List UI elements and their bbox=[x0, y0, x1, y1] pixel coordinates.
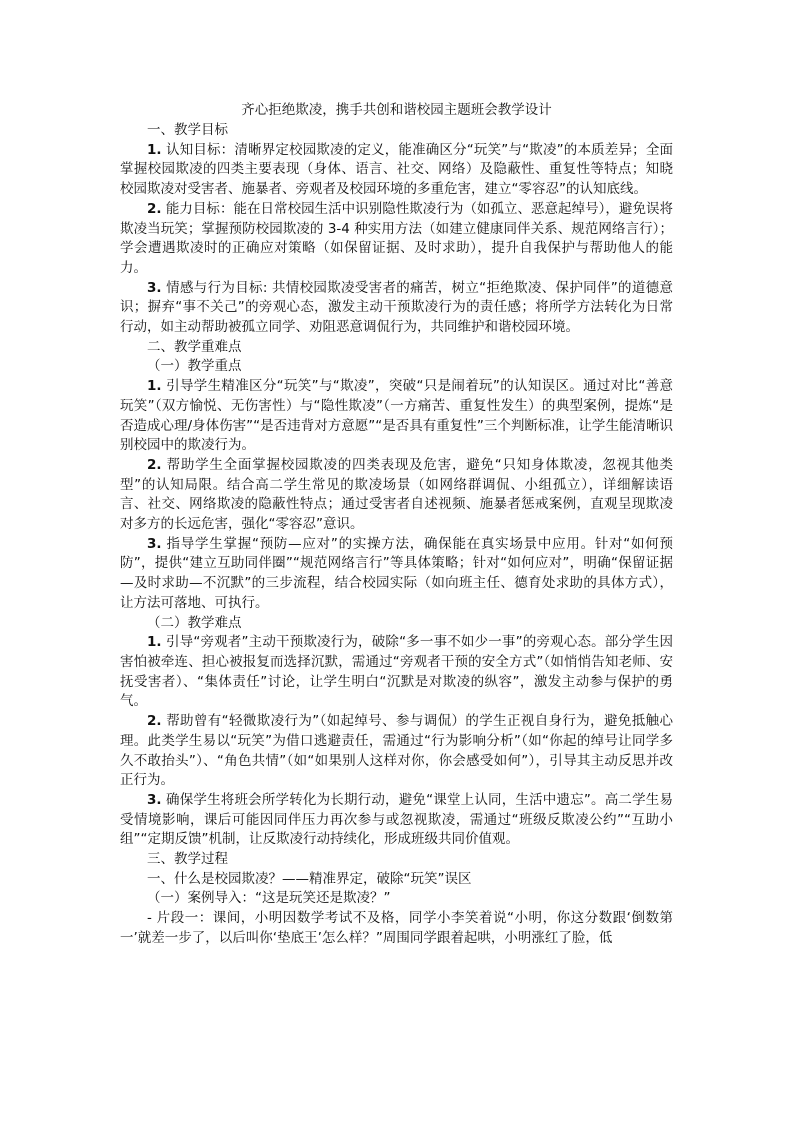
document-page bbox=[120, 100, 673, 949]
document-title: 齐心拒绝欺凌，携手共创和谐校园主题班会教学设计 bbox=[241, 102, 552, 118]
goal-ability-paragraph bbox=[120, 200, 673, 279]
subsection-heading-key-points: （一）教学重点 bbox=[147, 358, 242, 375]
paragraph-text: 帮助学生全面掌握校园欺凌的四类表现及危害，避免“只知身体欺凌，忽视其他类型”的认知局限。结合高二学生常见的欺凌场景（如网络群调侃、小组孤立），详细解读语言、社交、网络欺凌的隐蔽性特点；通过受害者自述视频、施暴者惩戒案例，直观呈现欺凌对多方的长远危害，强化“零容忍”意识。 bbox=[120, 456, 673, 533]
list-number: 3. bbox=[147, 279, 162, 296]
list-number: 2. bbox=[147, 456, 162, 473]
section-heading-key-difficult-points: 二、教学重难点 bbox=[147, 338, 242, 355]
list-number: 1. bbox=[147, 634, 162, 651]
section-heading-teaching-process: 三、教学过程 bbox=[147, 851, 228, 868]
case-clip-paragraph: - 片段一：课间，小明因数学考试不及格，同学小李笑着说“小明，你这分数跟‘倒数第一’就差一步了，以后叫你‘垫底王’怎么样？”周围同学跟着起哄，小明涨红了脸，低 bbox=[120, 910, 673, 946]
list-number: 3. bbox=[147, 535, 162, 552]
list-number: 2. bbox=[147, 200, 162, 217]
list-number: 1. bbox=[147, 378, 162, 395]
paragraph-text: 能力目标：能在日常校园生活中识别隐性欺凌行为（如孤立、恶意起绰号），避免误将欺凌当玩笑；掌握预防校园欺凌的 3-4 种实用方法（如建立健康同伴关系、规范网络言行）；学会遭遇欺凌时的正确应对策略（如保留证据、及时求助），提升自我保护与帮助他人的能力。 bbox=[120, 200, 673, 276]
process-step-heading: 一、什么是校园欺凌？——精准界定，破除“玩笑”误区 bbox=[147, 870, 472, 887]
paragraph-text: 认知目标：清晰界定校园欺凌的定义，能准确区分“玩笑”与“欺凌”的本质差异；全面掌握校园欺凌的四类主要表现（身体、语言、社交、网络）及隐蔽性、重复性等特点；知晓校园欺凌对受害者、施暴者、旁观者及校园环境的多重危害，建立“零容忍”的认知底线。 bbox=[120, 141, 673, 198]
key-point-paragraph bbox=[120, 377, 673, 456]
paragraph-text: 引导“旁观者”主动干预欺凌行为，破除“多一事不如少一事”的旁观心态。部分学生因害怕被牵连、担心被报复而选择沉默，需通过“旁观者干预的安全方式”（如悄悄告知老师、安抚受害者）、“集体责任”讨论，让学生明白“沉默是对欺凌的纵容”，激发主动参与保护的勇气。 bbox=[120, 634, 673, 710]
difficult-point-paragraph bbox=[120, 712, 673, 791]
key-point-paragraph bbox=[120, 535, 673, 614]
section-heading-teaching-goals: 一、教学目标 bbox=[147, 122, 228, 138]
difficult-point-paragraph bbox=[120, 791, 673, 850]
difficult-point-paragraph bbox=[120, 633, 673, 712]
paragraph-text: 指导学生掌握“预防—应对”的实操方法，确保能在真实场景中应用。针对“如何预防”，提供“建立互助同伴圈”“规范网络言行”等具体策略；针对“如何应对”，明确“保留证据—及时求助—不沉默”的三步流程，结合校园实际（如向班主任、德育处求助的具体方式），让方法可落地、可执行。 bbox=[120, 535, 673, 611]
list-number: 3. bbox=[147, 791, 162, 808]
goal-cognitive-paragraph bbox=[120, 141, 673, 200]
goal-emotion-paragraph bbox=[120, 279, 673, 338]
list-number: 2. bbox=[147, 713, 162, 730]
paragraph-text: 帮助曾有“轻微欺凌行为”（如起绰号、参与调侃）的学生正视自身行为，避免抵触心理。此类学生易以“玩笑”为借口逃避责任，需通过“行为影响分析”（如“你起的绰号让同学多久不敢抬头”）、“角色共情”（如“如果别人这样对你，你会感受如何”），引导其主动反思并改正行为。 bbox=[120, 713, 673, 789]
paragraph-text: 确保学生将班会所学转化为长期行动，避免“课堂上认同，生活中遗忘”。高二学生易受情境影响，课后可能因同伴压力再次参与或忽视欺凌，需通过“班级反欺凌公约”“互助小组”“定期反馈”机制，让反欺凌行动持续化，形成班级共同价值观。 bbox=[120, 791, 673, 848]
subsection-heading-difficult-points: （二）教学难点 bbox=[147, 614, 242, 631]
case-intro-heading: （一）案例导入：“这是玩笑还是欺凌？” bbox=[147, 890, 391, 907]
key-point-paragraph bbox=[120, 456, 673, 535]
list-number: 1. bbox=[147, 141, 162, 158]
paragraph-text: 情感与行为目标: 共情校园欺凌受害者的痛苦，树立“拒绝欺凌、保护同伴”的道德意识；摒弃“事不关己”的旁观心态，激发主动干预欺凌行为的责任感；将所学方法转化为日常行动，如主动帮助被孤立同学、劝阻恶意调侃行为，共同维护和谐校园环境。 bbox=[120, 279, 673, 336]
paragraph-text: 引导学生精准区分“玩笑”与“欺凌”，突破“只是闹着玩”的认知误区。通过对比“善意玩笑”（双方愉悦、无伤害性）与“隐性欺凌”（一方痛苦、重复性发生）的典型案例，提炼“是否造成心理/身体伤害”“是否违背对方意愿”“是否具有重复性”三个判断标准，让学生能清晰识别校园中的欺凌行为。 bbox=[120, 378, 673, 454]
